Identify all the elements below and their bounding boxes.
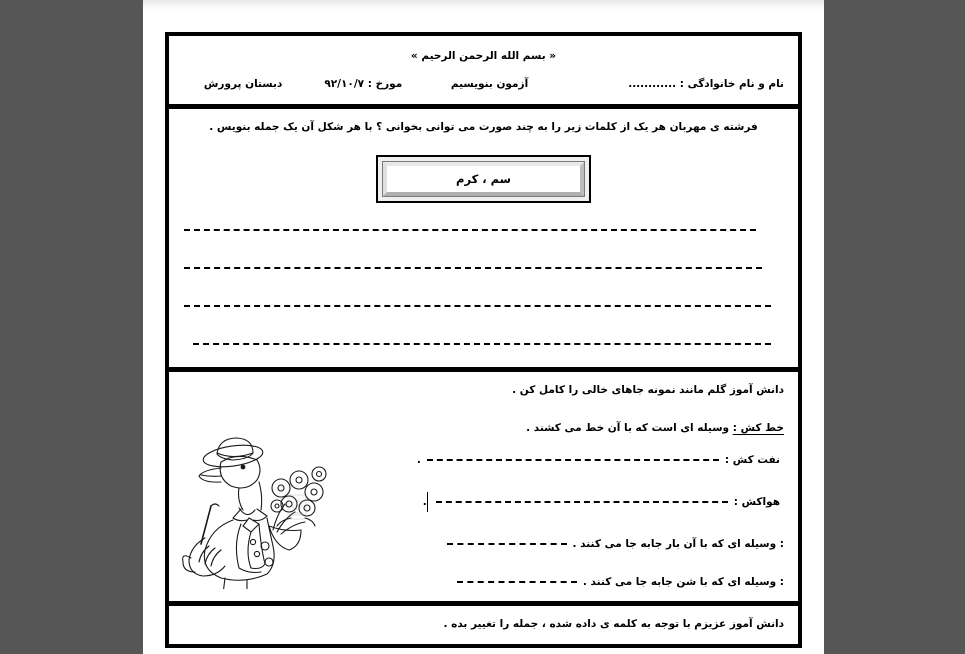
fill-row-label: نفت کش : (724, 454, 780, 466)
fill-row-period: . (416, 454, 421, 466)
question-section-1 (169, 109, 798, 367)
question-2-prompt: دانش آموز گلم مانند نمونه جاهای خالی را کامل کن . (512, 384, 784, 396)
question-1-prompt: فرشته ی مهربان هر یک از کلمات زیر را به چند صورت می توانی بخوانی ؟ با هر شکل آن یک جمله بنویس . (209, 121, 758, 133)
exam-date: مورخ : ۹۲/۱۰/۷ (324, 78, 403, 90)
question-section-2 (169, 372, 798, 601)
answer-line[interactable] (193, 343, 771, 345)
student-info-row (169, 62, 798, 104)
viewer-top-strip (143, 0, 824, 10)
question-section-3 (169, 606, 798, 630)
text-caret (427, 492, 428, 512)
worksheet-page (165, 32, 802, 648)
fill-row-label: هواکش : (733, 496, 780, 508)
answer-line[interactable] (184, 229, 756, 231)
answer-line[interactable] (184, 267, 762, 269)
answer-line[interactable] (184, 305, 771, 307)
fill-row-blank[interactable] (436, 501, 728, 503)
fill-row-blank[interactable] (427, 459, 719, 461)
fill-row-blank[interactable] (447, 543, 567, 545)
worksheet-header (169, 36, 798, 104)
fill-row-label: : وسیله ای که با شن جابه جا می کنند . (582, 576, 784, 588)
example-text: وسیله ای است که با آن خط می کشند . (526, 422, 730, 434)
word-box-frame (376, 155, 591, 203)
example-term: خط کش : (732, 422, 784, 434)
fill-row-label: : وسیله ای که با آن بار جابه جا می کنند . (572, 538, 784, 550)
question-2-example (183, 422, 784, 434)
word-box-container (183, 155, 784, 203)
exam-title: آزمون بنویسیم (450, 78, 529, 90)
watermark-icon (287, 494, 307, 520)
document-viewer[interactable] (143, 0, 824, 654)
bismillah-heading: « بسم الله الرحمن الرحیم » (410, 50, 557, 62)
word-box-text: سم ، کرم (456, 172, 511, 186)
answer-lines-group (183, 229, 784, 345)
question-3-prompt: دانش آموز عزیزم با توجه به کلمه ی داده شده ، جمله را تغییر بده . (443, 618, 784, 630)
word-box-bevel (382, 161, 585, 197)
student-name-field[interactable]: نام و نام خانوادگی : ............ (628, 78, 784, 90)
fill-row-blank[interactable] (457, 581, 577, 583)
duck-illustration (181, 434, 331, 589)
fill-row-period: . (422, 496, 427, 508)
school-name: دبستان پرورش (203, 78, 283, 90)
